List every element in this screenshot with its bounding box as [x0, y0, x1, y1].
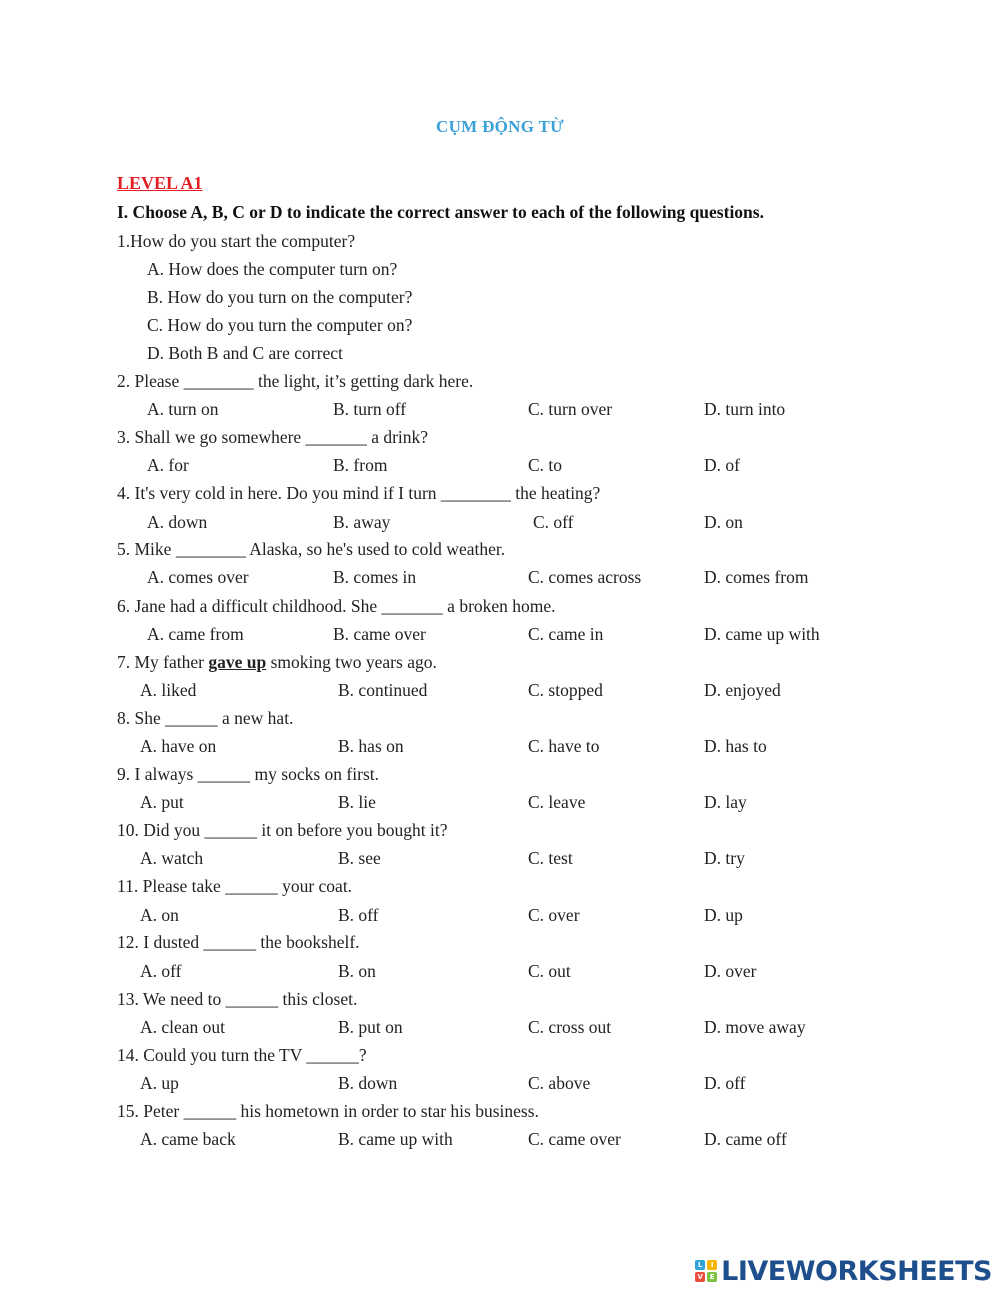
- q3-option-b[interactable]: B. from: [333, 455, 388, 475]
- q10-option-b[interactable]: B. see: [338, 848, 381, 868]
- logo-block-v: V: [695, 1272, 705, 1282]
- q14-option-a[interactable]: A. up: [140, 1073, 179, 1093]
- q12-option-c[interactable]: C. out: [528, 961, 571, 981]
- q5-option-d[interactable]: D. comes from: [704, 567, 809, 587]
- question-1: 1.How do you start the computer?: [117, 231, 356, 251]
- question-4: 4. It's very cold in here. Do you mind if I turn ________ the heating?: [117, 483, 601, 503]
- q15-option-c[interactable]: C. came over: [528, 1129, 621, 1149]
- question-6: 6. Jane had a difficult childhood. She _______ a broken home.: [117, 596, 556, 616]
- question-11: 11. Please take ______ your coat.: [117, 876, 353, 896]
- page-title: CỤM ĐỘNG TỪ: [436, 117, 564, 136]
- question-7: [117, 651, 437, 673]
- q9-option-d[interactable]: D. lay: [704, 792, 747, 812]
- q11-option-b[interactable]: B. off: [338, 905, 379, 925]
- q7-option-a[interactable]: A. liked: [140, 680, 197, 700]
- q4-option-b[interactable]: B. away: [333, 512, 391, 532]
- q1-option-a[interactable]: A. How does the computer turn on?: [147, 259, 398, 279]
- q6-option-b[interactable]: B. came over: [333, 624, 426, 644]
- q1-option-d[interactable]: D. Both B and C are correct: [147, 343, 343, 363]
- q1-option-c[interactable]: C. How do you turn the computer on?: [147, 315, 413, 335]
- q3-option-a[interactable]: A. for: [147, 455, 189, 475]
- q1-option-b[interactable]: B. How do you turn on the computer?: [147, 287, 413, 307]
- q4-option-d[interactable]: D. on: [704, 512, 743, 532]
- question-5: 5. Mike ________ Alaska, so he's used to cold weather.: [117, 539, 506, 559]
- q2-option-c[interactable]: C. turn over: [528, 399, 613, 419]
- q8-option-b[interactable]: B. has on: [338, 736, 404, 756]
- q4-option-c[interactable]: C. off: [533, 512, 574, 532]
- q10-option-d[interactable]: D. try: [704, 848, 745, 868]
- instruction: I. Choose A, B, C or D to indicate the correct answer to each of the following questions.: [117, 202, 764, 222]
- logo-blocks-icon: [695, 1260, 717, 1282]
- q5-option-a[interactable]: A. comes over: [147, 567, 249, 587]
- question-2: 2. Please ________ the light, it’s getting dark here.: [117, 371, 474, 391]
- logo-block-i: I: [707, 1260, 717, 1270]
- q13-option-c[interactable]: C. cross out: [528, 1017, 612, 1037]
- q2-option-b[interactable]: B. turn off: [333, 399, 407, 419]
- q8-option-d[interactable]: D. has to: [704, 736, 767, 756]
- q6-option-a[interactable]: A. came from: [147, 624, 244, 644]
- logo-block-e: E: [707, 1272, 717, 1282]
- q8-option-c[interactable]: C. have to: [528, 736, 600, 756]
- question-12: 12. I dusted ______ the bookshelf.: [117, 932, 360, 952]
- question-9: 9. I always ______ my socks on first.: [117, 764, 379, 784]
- q9-option-b[interactable]: B. lie: [338, 792, 376, 812]
- q13-option-a[interactable]: A. clean out: [140, 1017, 226, 1037]
- question-3: 3. Shall we go somewhere _______ a drink?: [117, 427, 429, 447]
- liveworksheets-logo[interactable]: [695, 1256, 992, 1286]
- q11-option-d[interactable]: D. up: [704, 905, 743, 925]
- q7-option-b[interactable]: B. continued: [338, 680, 428, 700]
- q9-option-a[interactable]: A. put: [140, 792, 184, 812]
- logo-block-l: L: [695, 1260, 705, 1270]
- q3-option-d[interactable]: D. of: [704, 455, 740, 475]
- q7-option-c[interactable]: C. stopped: [528, 680, 603, 700]
- q12-option-d[interactable]: D. over: [704, 961, 757, 981]
- q7-option-d[interactable]: D. enjoyed: [704, 680, 781, 700]
- question-10: 10. Did you ______ it on before you bought it?: [117, 820, 448, 840]
- q12-option-b[interactable]: B. on: [338, 961, 376, 981]
- question-14: 14. Could you turn the TV ______?: [117, 1045, 367, 1065]
- q3-option-c[interactable]: C. to: [528, 455, 563, 475]
- q12-option-a[interactable]: A. off: [140, 961, 182, 981]
- question-7-pre: 7. My father: [117, 652, 209, 672]
- q5-option-c[interactable]: C. comes across: [528, 567, 642, 587]
- q9-option-c[interactable]: C. leave: [528, 792, 586, 812]
- q2-option-a[interactable]: A. turn on: [147, 399, 219, 419]
- q14-option-d[interactable]: D. off: [704, 1073, 746, 1093]
- q6-option-d[interactable]: D. came up with: [704, 624, 820, 644]
- q10-option-a[interactable]: A. watch: [140, 848, 204, 868]
- q10-option-c[interactable]: C. test: [528, 848, 573, 868]
- q8-option-a[interactable]: A. have on: [140, 736, 217, 756]
- q4-option-a[interactable]: A. down: [147, 512, 208, 532]
- question-15: 15. Peter ______ his hometown in order to star his business.: [117, 1101, 539, 1121]
- q2-option-d[interactable]: D. turn into: [704, 399, 786, 419]
- q11-option-c[interactable]: C. over: [528, 905, 580, 925]
- q14-option-b[interactable]: B. down: [338, 1073, 398, 1093]
- q5-option-b[interactable]: B. comes in: [333, 567, 417, 587]
- q13-option-b[interactable]: B. put on: [338, 1017, 403, 1037]
- q6-option-c[interactable]: C. came in: [528, 624, 604, 644]
- q14-option-c[interactable]: C. above: [528, 1073, 591, 1093]
- q15-option-a[interactable]: A. came back: [140, 1129, 236, 1149]
- question-8: 8. She ______ a new hat.: [117, 708, 294, 728]
- question-7-key-phrase: gave up: [208, 652, 267, 672]
- question-13: 13. We need to ______ this closet.: [117, 989, 358, 1009]
- logo-text: LIVEWORKSHEETS: [721, 1255, 992, 1287]
- question-7-post: smoking two years ago.: [266, 652, 437, 672]
- level-heading: LEVEL A1: [117, 173, 203, 193]
- q15-option-b[interactable]: B. came up with: [338, 1129, 453, 1149]
- q11-option-a[interactable]: A. on: [140, 905, 179, 925]
- q15-option-d[interactable]: D. came off: [704, 1129, 787, 1149]
- q13-option-d[interactable]: D. move away: [704, 1017, 806, 1037]
